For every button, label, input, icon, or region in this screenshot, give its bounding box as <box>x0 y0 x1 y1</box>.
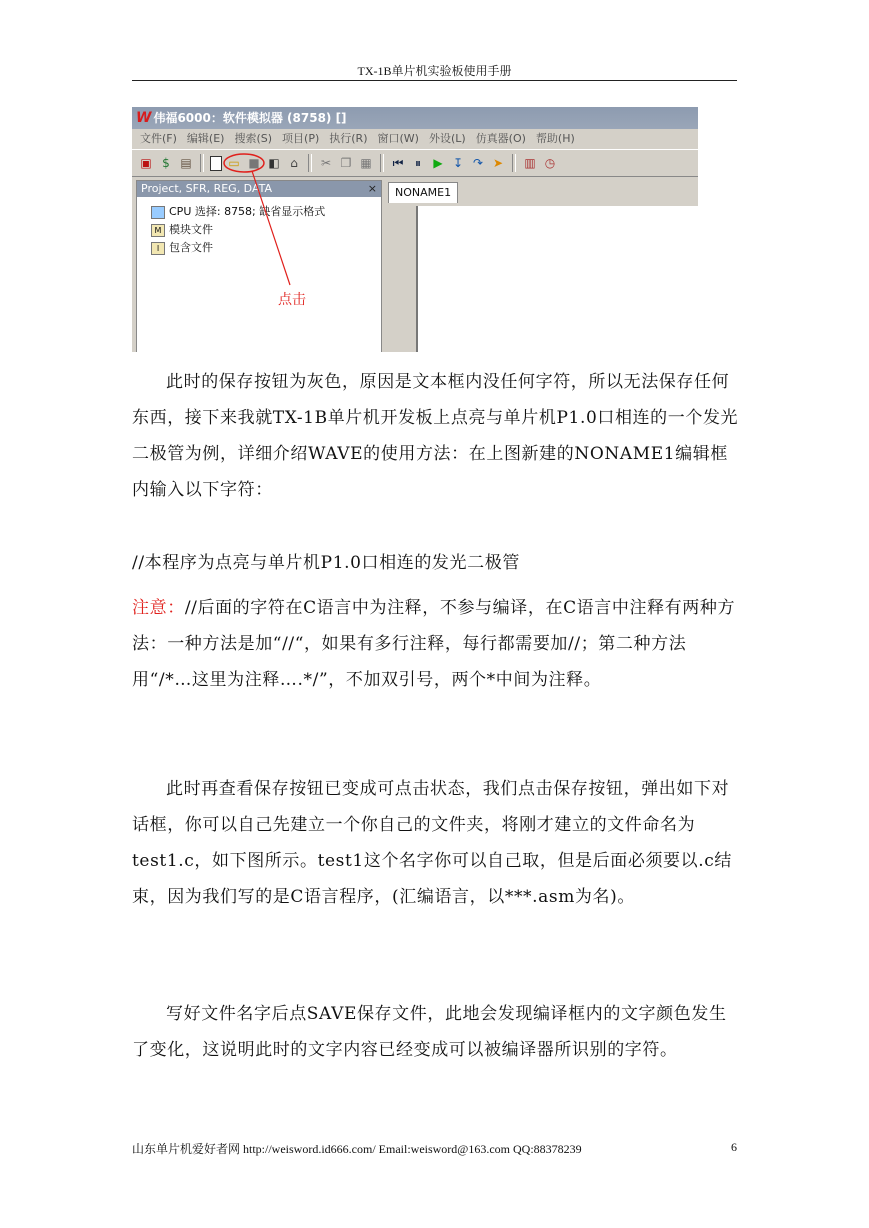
include-icon: I <box>151 242 165 255</box>
page-header: TX-1B单片机实验板使用手册 <box>357 64 512 78</box>
paragraph-4: 写好文件名字后点SAVE保存文件，此地会发现编译框内的文字颜色发生了变化，这说明此时的文字内容已经变成可以被编译器所识别的字符。 <box>132 1004 727 1060</box>
copy-icon[interactable]: ❐ <box>340 156 352 170</box>
panel-title-text: Project, SFR, REG, DATA <box>141 182 273 195</box>
tree-label: CPU 选择: 8758; 缺省显示格式 <box>169 205 326 218</box>
tab-noname1[interactable]: NONAME1 <box>388 182 458 203</box>
paragraph-1: 此时的保存按钮为灰色，原因是文本框内没任何字符，所以无法保存任何东西，接下来我就TX-1B单片机开发板上点亮与单片机P1.0口相连的一个发光二极管为例，详细介绍WAVE的使用方法：在上图新建的NONAME1编辑框内输入以下字符： <box>132 372 739 500</box>
note-paragraph <box>132 590 739 698</box>
page-footer <box>132 1140 737 1157</box>
menu-help[interactable]: 帮助(H) <box>535 132 575 145</box>
tree-label: 包含文件 <box>169 241 213 254</box>
run-icon[interactable]: ▶ <box>433 156 443 170</box>
app-logo-icon: W <box>136 110 152 126</box>
project-icon[interactable]: ⌂ <box>290 156 298 170</box>
paragraph-4-block <box>132 996 739 1068</box>
chip-icon[interactable]: ▣ <box>140 156 152 170</box>
code-comment-line: //本程序为点亮与单片机P1.0口相连的发光二极管 <box>132 553 520 573</box>
open-folder-icon[interactable]: ▭ <box>228 156 240 170</box>
page-number: 6 <box>731 1140 737 1154</box>
save-all-icon[interactable]: ◧ <box>268 156 280 170</box>
clock-icon[interactable]: ◷ <box>544 156 556 170</box>
paragraph-3: 此时再查看保存按钮已变成可点击状态，我们点击保存按钮，弹出如下对话框，你可以自己先建立一个你自己的文件夹，将刚才建立的文件命名为test1.c，如下图所示。test1这个名字你可以自己取，但是后面必须要以.c结束，因为我们写的是C语言程序，(汇编语言，以***.asm为名)。 <box>132 779 732 907</box>
menu-edit[interactable]: 编辑(E) <box>186 132 225 145</box>
module-icon: M <box>151 224 165 237</box>
close-icon[interactable]: × <box>367 182 377 195</box>
header-rule <box>132 80 737 81</box>
paragraph-1-block <box>132 364 739 508</box>
dollar-icon[interactable]: $ <box>162 156 170 170</box>
paste-icon[interactable]: ▦ <box>360 156 372 170</box>
pause-icon[interactable]: ⏸ <box>414 155 421 170</box>
note-block <box>132 590 739 698</box>
footer-text: 山东单片机爱好者网 http://weisword.id666.com/ Email:weisword@163.com QQ:88378239 <box>132 1142 582 1156</box>
annotation-label: 点击 <box>278 292 306 308</box>
menu-emulator[interactable]: 仿真器(O) <box>475 132 526 145</box>
note-label: 注意： <box>132 598 185 618</box>
menu-window[interactable]: 窗口(W) <box>377 132 419 145</box>
menu-run[interactable]: 执行(R) <box>329 132 368 145</box>
app-title: 伟福6000：软件模拟器 (8758) [] <box>153 111 347 125</box>
calendar-icon[interactable]: ▥ <box>524 156 536 170</box>
menu-file[interactable]: 文件(F) <box>140 132 177 145</box>
menu-peripheral[interactable]: 外设(L) <box>428 132 466 145</box>
bank-icon[interactable]: ▤ <box>180 156 192 170</box>
embedded-screenshot <box>132 107 698 352</box>
save-icon[interactable]: ■ <box>248 156 260 170</box>
step-into-icon[interactable]: ↧ <box>452 156 464 170</box>
reset-icon[interactable]: ⏮ <box>392 155 404 170</box>
note-text: //后面的字符在C语言中为注释，不参与编译，在C语言中注释有两种方法：一种方法是加“//“，如果有多行注释，每行都需要加//；第二种方法用“/*…这里为注释….*/”，不加双引号，两个*中间为注释。 <box>132 598 736 690</box>
step-over-icon[interactable]: ↷ <box>472 156 484 170</box>
paragraph-2-block <box>132 545 739 581</box>
annotation-arrow <box>132 107 698 352</box>
cut-icon[interactable]: ✂ <box>320 156 332 170</box>
menu-search[interactable]: 搜索(S) <box>234 132 273 145</box>
tree-label: 模块文件 <box>169 223 213 236</box>
paragraph-3-block <box>132 771 739 915</box>
run-to-cursor-icon[interactable]: ➤ <box>492 156 504 170</box>
menu-project[interactable]: 项目(P) <box>282 132 320 145</box>
